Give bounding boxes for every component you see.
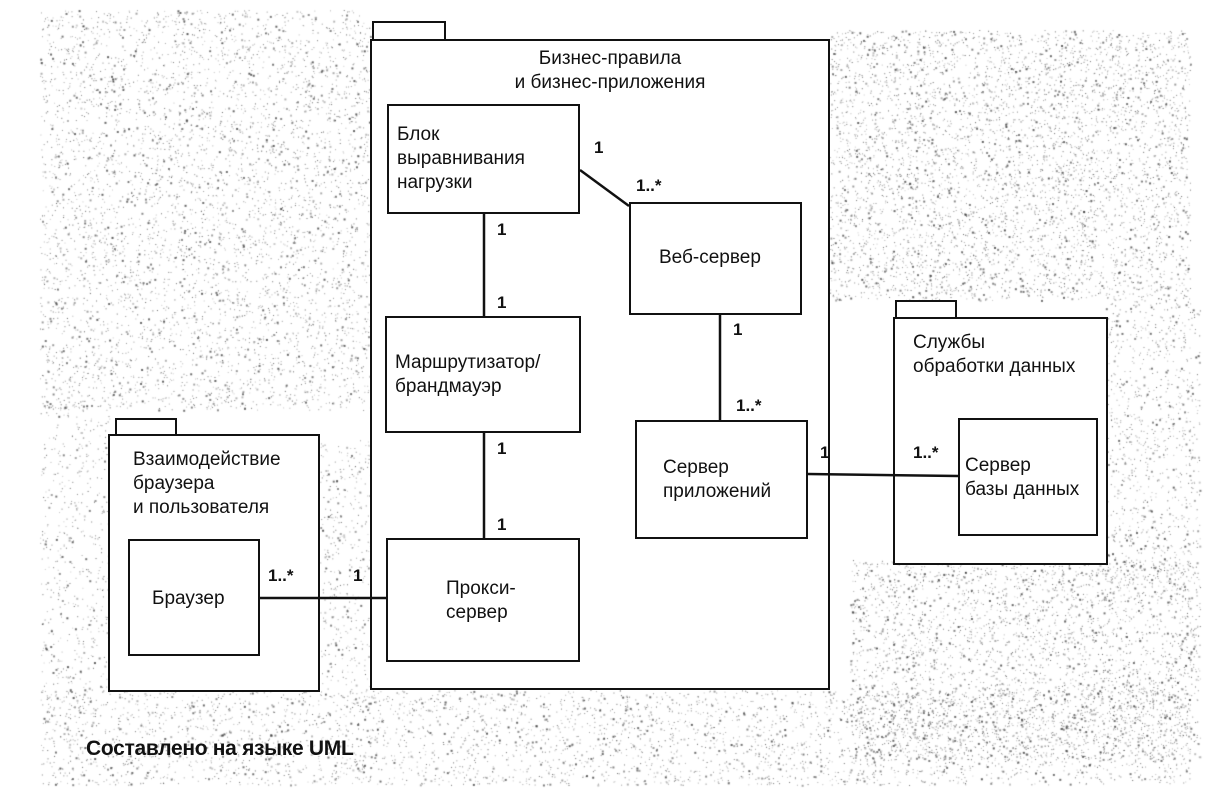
mult-browser-proxy-browser-end: 1..* [268, 566, 294, 585]
link-lb-web [580, 170, 629, 206]
mult-lb-web-lb-end: 1 [594, 138, 604, 157]
router-firewall-label: Маршрутизатор/ брандмауэр [395, 352, 541, 397]
web-server-label: Веб-сервер [659, 247, 761, 268]
data-services-package-title: Службы обработки данных [913, 332, 1076, 377]
link-app-db [808, 474, 958, 476]
mult-web-app-web-end: 1 [733, 320, 743, 339]
mult-app-db-app-end: 1 [820, 443, 830, 462]
mult-lb-router-lb-end: 1 [497, 220, 507, 239]
mult-router-proxy-router-end: 1 [497, 439, 507, 458]
db-server-label: Сервер базы данных [965, 455, 1080, 500]
mult-browser-proxy-proxy-end: 1 [353, 566, 363, 585]
app-server-label: Сервер приложений [663, 457, 772, 502]
mult-router-proxy-proxy-end: 1 [497, 515, 507, 534]
proxy-server-label: Прокси- сервер [446, 578, 516, 623]
mult-lb-web-web-end: 1..* [636, 176, 662, 195]
business-package-title: Бизнес-правила и бизнес-приложения [514, 48, 706, 93]
browser-label: Браузер [152, 588, 225, 609]
mult-web-app-app-end: 1..* [736, 396, 762, 415]
load-balancer-label: Блок выравнивания нагрузки [397, 124, 525, 193]
mult-lb-router-router-end: 1 [497, 293, 507, 312]
diagram-caption: Составлено на языке UML [86, 737, 354, 760]
mult-app-db-db-end: 1..* [913, 443, 939, 462]
browser-package-title: Взаимодействие браузера и пользователя [133, 449, 281, 518]
